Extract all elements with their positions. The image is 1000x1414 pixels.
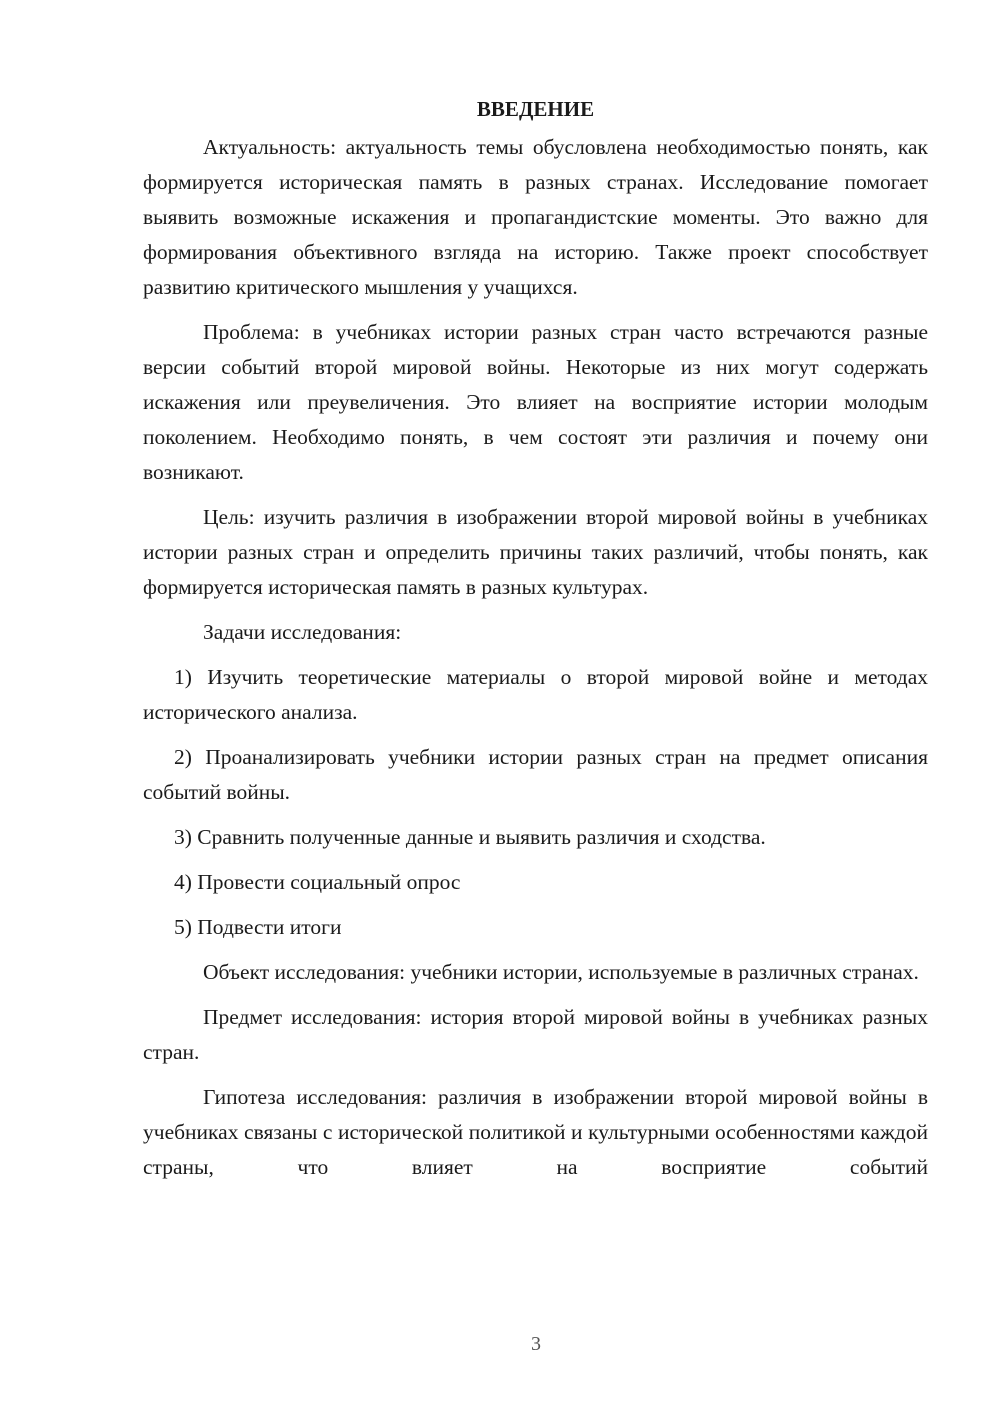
paragraph-relevance: Актуальность: актуальность темы обусловлена необходимостью понять, как формируется историческая память в разных странах. Исследование помогает выявить возможные искажения и пропагандистские моменты. Это важно для формирования объективного взгляда на историю. Также проект способствует развитию критического мышления у учащихся. [143, 135, 928, 299]
paragraph-goal: Цель: изучить различия в изображении второй мировой войны в учебниках истории разных стран и определить причины таких различий, чтобы понять, как формируется историческая память в разных культурах. [143, 505, 928, 599]
document-page [143, 92, 928, 1195]
paragraph-problem: Проблема: в учебниках истории разных стран часто встречаются разные версии событий второй мировой войны. Некоторые из них могут содержать искажения или преувеличения. Это влияет на восприятие истории молодым поколением. Необходимо понять, в чем состоят эти различия и почему они возникают. [143, 320, 928, 484]
tasks-title: Задачи исследования: [203, 620, 402, 644]
task-item-2: 2) Проанализировать учебники истории разных стран на предмет описания событий войны. [143, 745, 928, 804]
paragraph-subject: Предмет исследования: история второй мировой войны в учебниках разных стран. [143, 1005, 928, 1064]
task-item-1: 1) Изучить теоретические материалы о второй мировой войне и методах исторического анализа. [143, 665, 928, 724]
task-item-3: 3) Сравнить полученные данные и выявить различия и сходства. [174, 825, 766, 849]
page-number: 3 [531, 1333, 541, 1355]
page-title: ВВЕДЕНИЕ [476, 97, 595, 121]
paragraph-hypothesis: Гипотеза исследования: различия в изображении второй мировой войны в учебниках связаны с исторической политикой и культурными особенностями каждой страны, что влияет на восприятие событий [143, 1085, 928, 1179]
task-item-5: 5) Подвести итоги [174, 915, 342, 939]
task-item-4: 4) Провести социальный опрос [174, 870, 461, 894]
paragraph-object: Объект исследования: учебники истории, используемые в различных странах. [203, 960, 919, 984]
